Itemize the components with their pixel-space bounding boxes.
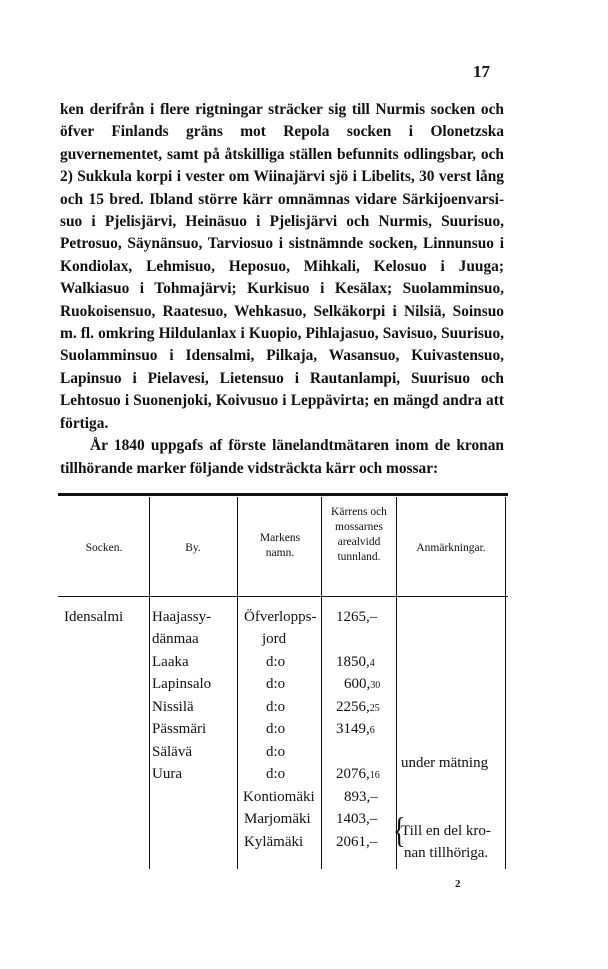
area-cell: 1265,– [336,609,378,625]
table-header-rule [58,596,508,597]
by-cell: dänmaa [152,631,199,647]
mark-cell: Kontiomäki [243,789,315,805]
by-cell: Laaka [152,654,189,670]
mark-cell: d:o [266,699,286,715]
page-number: 17 [473,62,490,81]
paragraph-1: ken derifrån i flere rigtningar sträcker sig till Nurmis socken och öfver Finlands gräns mot Repola socken i Olonetzska guvernementet, samt på åtskilliga ställen befunnits odlingsbar, och 2) Sukkula korpi i vester om Wiinajärvi sjö i Libelits, 30 verst lång och 15 bred. Ibland större kärr omnämnas vidare Särkijoenvarsi-suo i Pjelisjärvi, Heinäsuo i Pjelisjärvi och Nurmis, Suurisuo, Petrosuo, Säynänsuo, Tarviosuo i sistnämnde socken, Linnunsuo i Kondiolax, Lehmisuo, Heposuo, Mihkali, Kelosuo i Juuga; Walkiasuo i Tohmajärvi; Kurkisuo i Kesälax; Suolamminsuo, Ruokoisensuo, Raatesuo, Wehkasuo, Selkäkorpi i Nilsiä, Soinsuo m. fl. omkring Hildulanlax i Kuopio, Pihlajasuo, Savisuo, Suurisuo, Suolamminsuo i Idensalmi, Pilkaja, Wasansuo, Kuivastensuo, Lapinsuo i Pielavesi, Lietensuo i Rautanlampi, Suurisuo och Lehtosuo i Suonenjoki, Koivusuo i Leppävirta; en mängd andra att förtiga. [60,101,504,432]
mark-cell: d:o [266,744,286,760]
header-areal: Kärrens och mossarnes arealvidd tunnland. [331,506,387,563]
table-top-rule [58,493,508,496]
header-anmarkningar: Anmärkningar. [416,542,486,554]
mark-cell: Kylämäki [244,834,304,850]
remark-till-line-2: nan tillhöriga. [404,845,489,861]
header-by: By. [185,542,201,554]
mark-cell: d:o [266,676,286,692]
area-cell: 893,– [344,789,378,805]
remark-under-matning: under mätning [401,755,489,771]
remark-till-line-1: Till en del kro- [401,823,491,839]
column-divider [321,497,322,869]
by-cell: Pässmäri [152,721,207,737]
by-cell: Uura [152,766,182,782]
column-divider [237,497,238,869]
by-cell: Lapinsalo [152,676,212,692]
area-cell: 3149,6 [336,721,375,737]
signature-mark: 2 [455,878,461,890]
area-cell: 2256,25 [336,699,380,715]
area-cell: 1403,– [336,811,378,827]
area-cell: 2076,16 [336,766,380,782]
area-cell: 1850,4 [336,654,375,670]
mark-cell: Öfverlopps- [244,609,317,625]
body-text [60,99,504,480]
header-markens-namn: Markens namn. [259,532,301,559]
area-cell: 2061,– [336,834,378,850]
by-cell: Sälävä [152,744,192,760]
mark-cell: d:o [266,654,286,670]
header-socken: Socken. [85,542,123,554]
by-cell: Haajassy- [152,609,212,625]
mark-cell: jord [262,631,287,647]
mark-cell: d:o [266,766,286,782]
brace-icon: { [393,810,406,851]
socken-cell: Idensalmi [64,609,124,625]
mark-cell: Marjomäki [244,811,311,827]
column-divider [505,497,506,869]
by-cell: Nissilä [152,699,194,715]
area-cell: 600,30 [344,676,381,692]
paragraph-2: År 1840 uppgafs af förste länelandtmätaren inom de kronan tillhörande marker följande vidsträckta kärr och mossar: [60,437,504,477]
mark-cell: d:o [266,721,286,737]
